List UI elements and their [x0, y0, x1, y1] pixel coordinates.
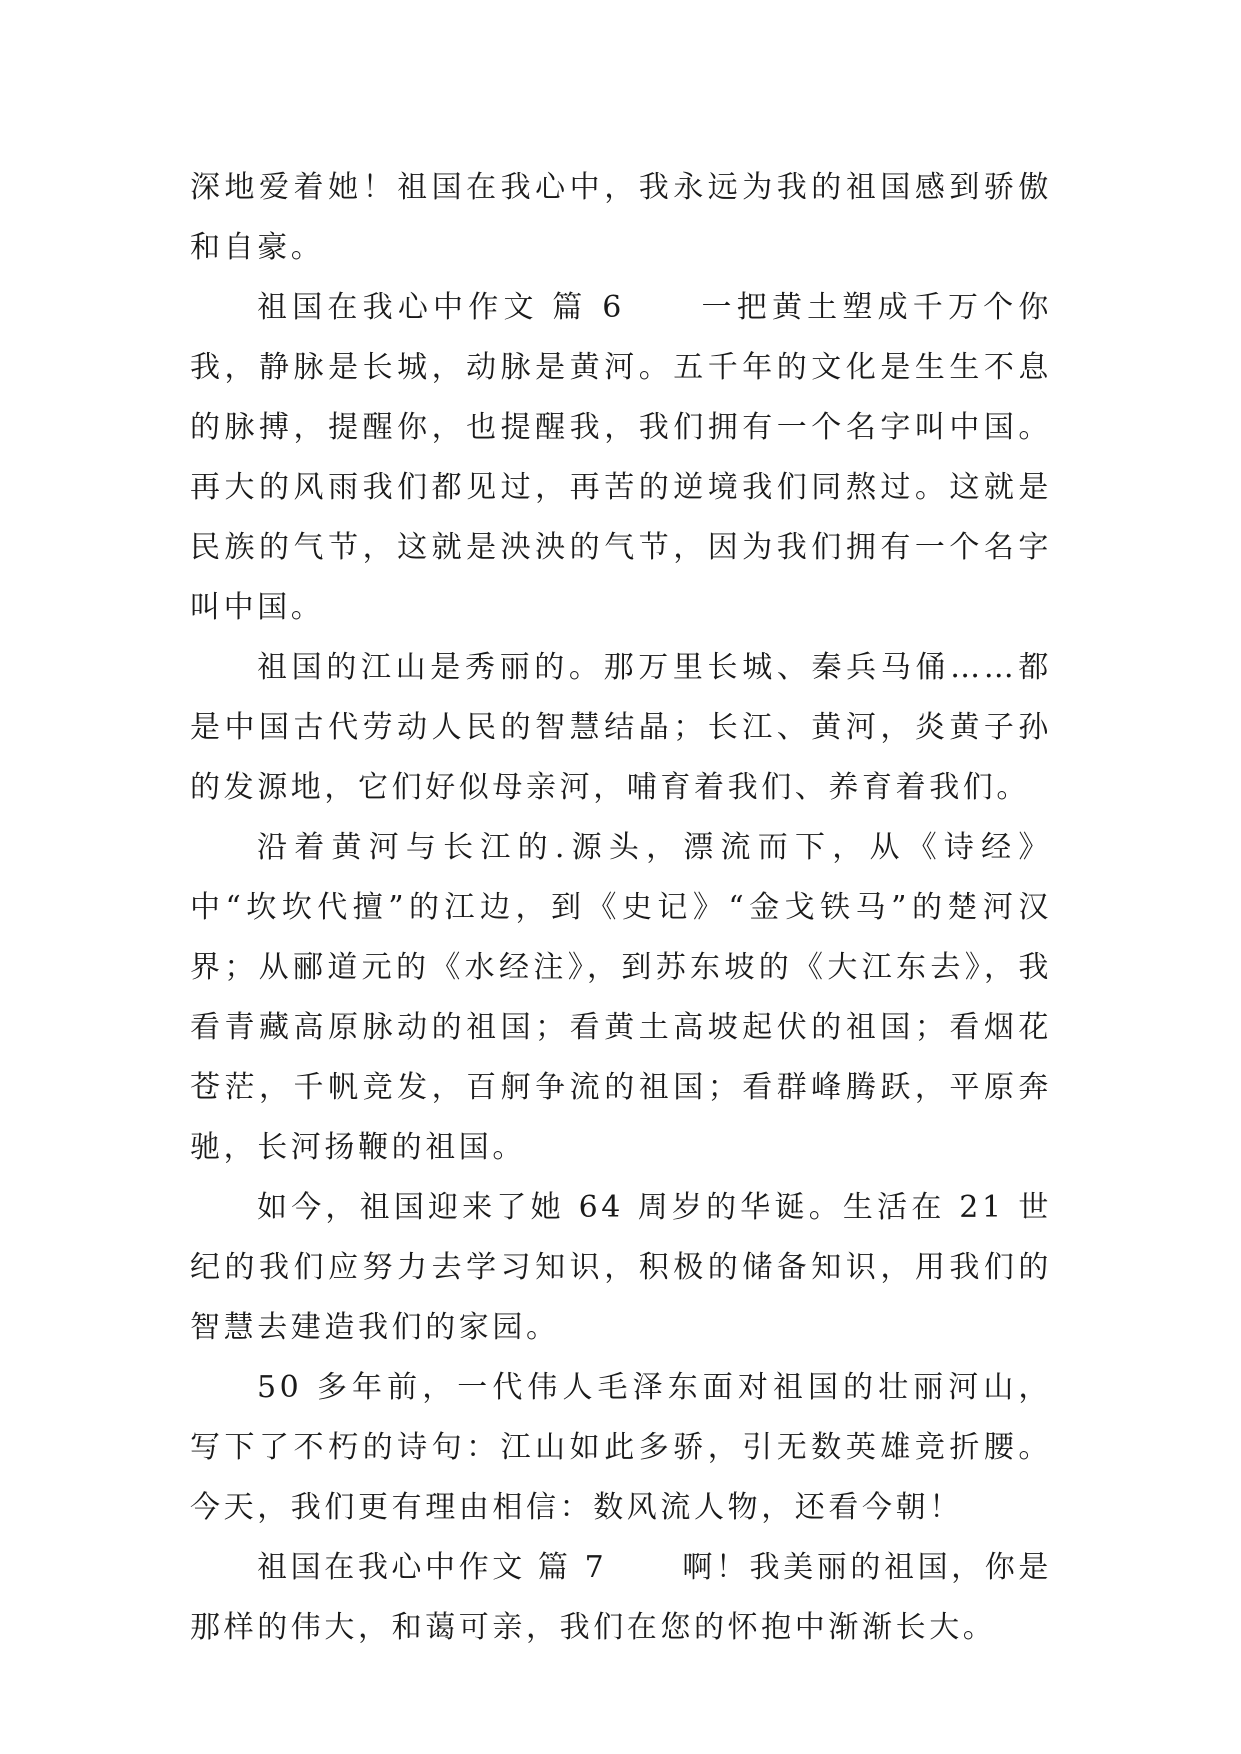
paragraph [190, 158, 1052, 278]
paragraph-text: 一把黄土塑成千万个你我，静脉是长城，动脉是黄河。五千年的文化是生生不息的脉搏，提醒你，也提醒我，我们拥有一个名字叫中国。再大的风雨我们都见过，再苦的逆境我们同熬过。这就是民族的气节，这就是泱泱的气节，因为我们拥有一个名字叫中国。 [190, 290, 1052, 625]
paragraph-text: 沿着黄河与长江的.源头，漂流而下，从《诗经》中“坎坎代擅”的江边，到《史记》“金戈铁马”的楚河汉界；从郦道元的《水经注》，到苏东坡的《大江东去》，我看青藏高原脉动的祖国；看黄土高坡起伏的祖国；看烟花苍茫，千帆竞发，百舸争流的祖国；看群峰腾跃，平原奔驰，长河扬鞭的祖国。 [190, 830, 1052, 1165]
paragraph-text: 如今，祖国迎来了她 64 周岁的华诞。生活在 21 世纪的我们应努力去学习知识，积极的储备知识，用我们的智慧去建造我们的家园。 [190, 1190, 1052, 1345]
paragraph [190, 278, 1052, 638]
paragraph-text: 祖国的江山是秀丽的。那万里长城、秦兵马俑……都是中国古代劳动人民的智慧结晶；长江、黄河，炎黄子孙的发源地，它们好似母亲河，哺育着我们、养育着我们。 [190, 650, 1052, 805]
paragraph [190, 638, 1052, 818]
paragraph-text: 50 多年前，一代伟人毛泽东面对祖国的壮丽河山，写下了不朽的诗句：江山如此多骄，引无数英雄竞折腰。今天，我们更有理由相信：数风流人物，还看今朝！ [190, 1370, 1052, 1525]
section-heading: 祖国在我心中作文 [257, 1550, 526, 1585]
section-number: 篇 7 [537, 1550, 608, 1585]
section-number: 篇 6 [550, 290, 625, 325]
paragraph [190, 1538, 1052, 1658]
paragraph [190, 1178, 1052, 1358]
paragraph [190, 1358, 1052, 1538]
paragraph-text: 深地爱着她！祖国在我心中，我永远为我的祖国感到骄傲和自豪。 [190, 170, 1052, 265]
section-heading: 祖国在我心中作文 [257, 290, 539, 325]
paragraph-text: 啊！我美丽的祖国，你是那样的伟大，和蔼可亲，我们在您的怀抱中渐渐长大。 [190, 1550, 1052, 1645]
paragraph [190, 818, 1052, 1178]
document-body [190, 158, 1052, 1658]
